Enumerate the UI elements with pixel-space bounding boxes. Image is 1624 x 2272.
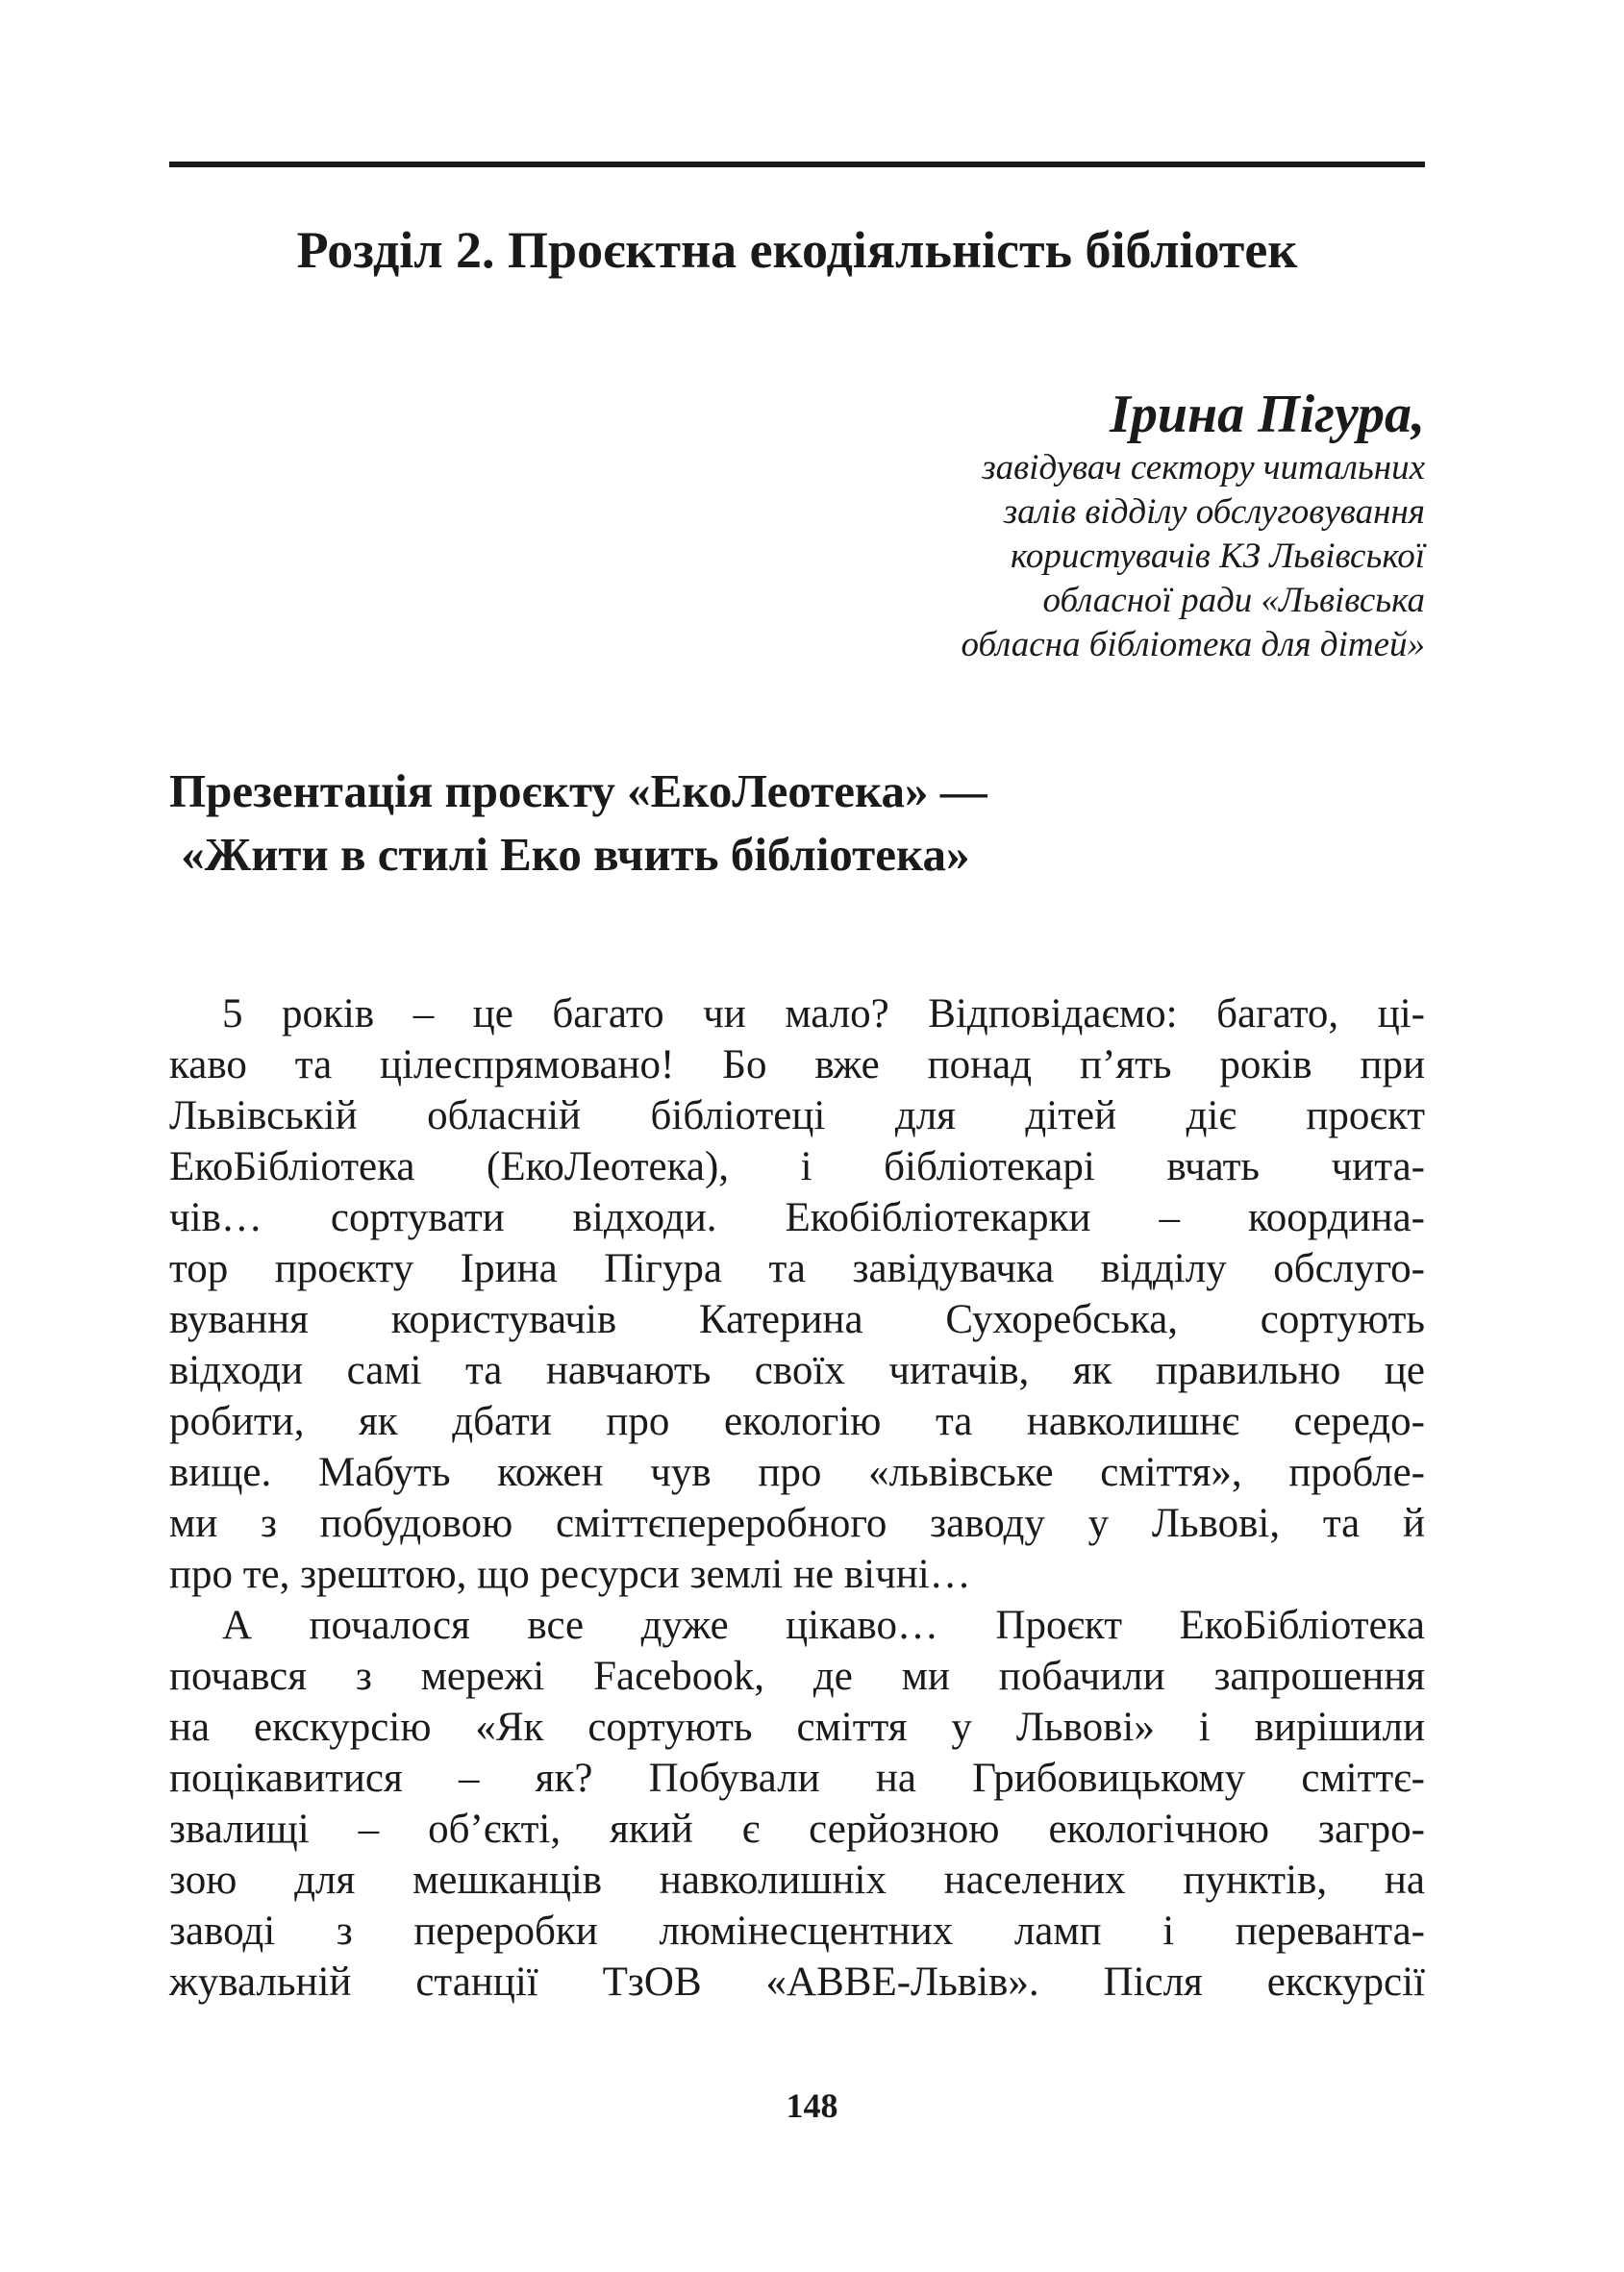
text-line: Львівській обласній бібліотеці для дітей діє проєкт (169, 1093, 1425, 1138)
author-block (733, 383, 1425, 667)
paragraph-1 (169, 988, 1425, 1600)
author-name: Ірина Пігура, (1110, 385, 1425, 444)
text-line: почався з мережі Facebook, де ми побачили запрошення (169, 1654, 1425, 1699)
text-line: робити, як дбати про екологію та навколишнє середо- (169, 1399, 1425, 1444)
article-title-line: «Жити в стилі Еко вчить бібліотека» (169, 828, 970, 881)
paragraph-2 (169, 1600, 1425, 2008)
body-text (169, 988, 1425, 2008)
text-line: ми з побудовою сміттєпереробного заводу у Львові, та й (169, 1501, 1425, 1546)
text-line: поцікавитися – як? Побували на Грибовицькому сміттє- (169, 1756, 1425, 1801)
text-line: про те, зрештою, що ресурси землі не вічні… (169, 1552, 971, 1597)
author-role (733, 446, 1425, 667)
author-role-line: залів відділу обслуговування (1003, 492, 1425, 532)
text-line: відходи самі та навчають своїх читачів, як правильно це (169, 1348, 1425, 1393)
text-line: вування користувачів Катерина Сухоребська, сортують (169, 1297, 1425, 1342)
section-title: Розділ 2. Проєктна екодіяльність бібліотек (296, 221, 1298, 279)
text-line: жувальній станції ТзОВ «АВВЕ-Львів». Після екскурсії (169, 1960, 1425, 2005)
text-line: зою для мешканців навколишніх населених пунктів, на (169, 1858, 1425, 1903)
text-line: вище. Мабуть кожен чув про «львівське сміття», пробле- (169, 1450, 1425, 1495)
author-role-line: завідувач сектору читальних (982, 448, 1425, 487)
text-line: ЕкоБібліотека (ЕкоЛеотека), і бібліотекарі вчать чита- (169, 1144, 1425, 1189)
text-line: тор проєкту Ірина Пігура та завідувачка відділу обслуго- (169, 1246, 1425, 1291)
article-title (169, 760, 1425, 886)
page-number: 148 (786, 2086, 838, 2125)
text-line: А почалося все дуже цікаво… Проєкт ЕкоБібліотека (222, 1603, 1425, 1648)
author-role-line: обласної ради «Львівська (1042, 581, 1425, 620)
author-role-line: обласна бібліотека для дітей» (961, 625, 1425, 664)
text-line: чів… сортувати відходи. Екобібліотекарки – координа- (169, 1195, 1425, 1240)
text-line: 5 років – це багато чи мало? Відповідаємо: багато, ці- (222, 991, 1425, 1036)
text-line: каво та цілеспрямовано! Бо вже понад п’ять років при (169, 1042, 1425, 1087)
top-rule-divider (169, 162, 1425, 167)
text-line: заводі з переробки люмінесцентних ламп і переванта- (169, 1909, 1425, 1954)
article-title-line: Презентація проєкту «ЕкоЛеотека» — (169, 764, 987, 817)
author-role-line: користувачів КЗ Львівської (1011, 537, 1425, 576)
text-line: на екскурсію «Як сортують сміття у Львові» і вирішили (169, 1705, 1425, 1750)
text-line: звалищі – об’єкті, який є серйозною екологічною загро- (169, 1807, 1425, 1852)
